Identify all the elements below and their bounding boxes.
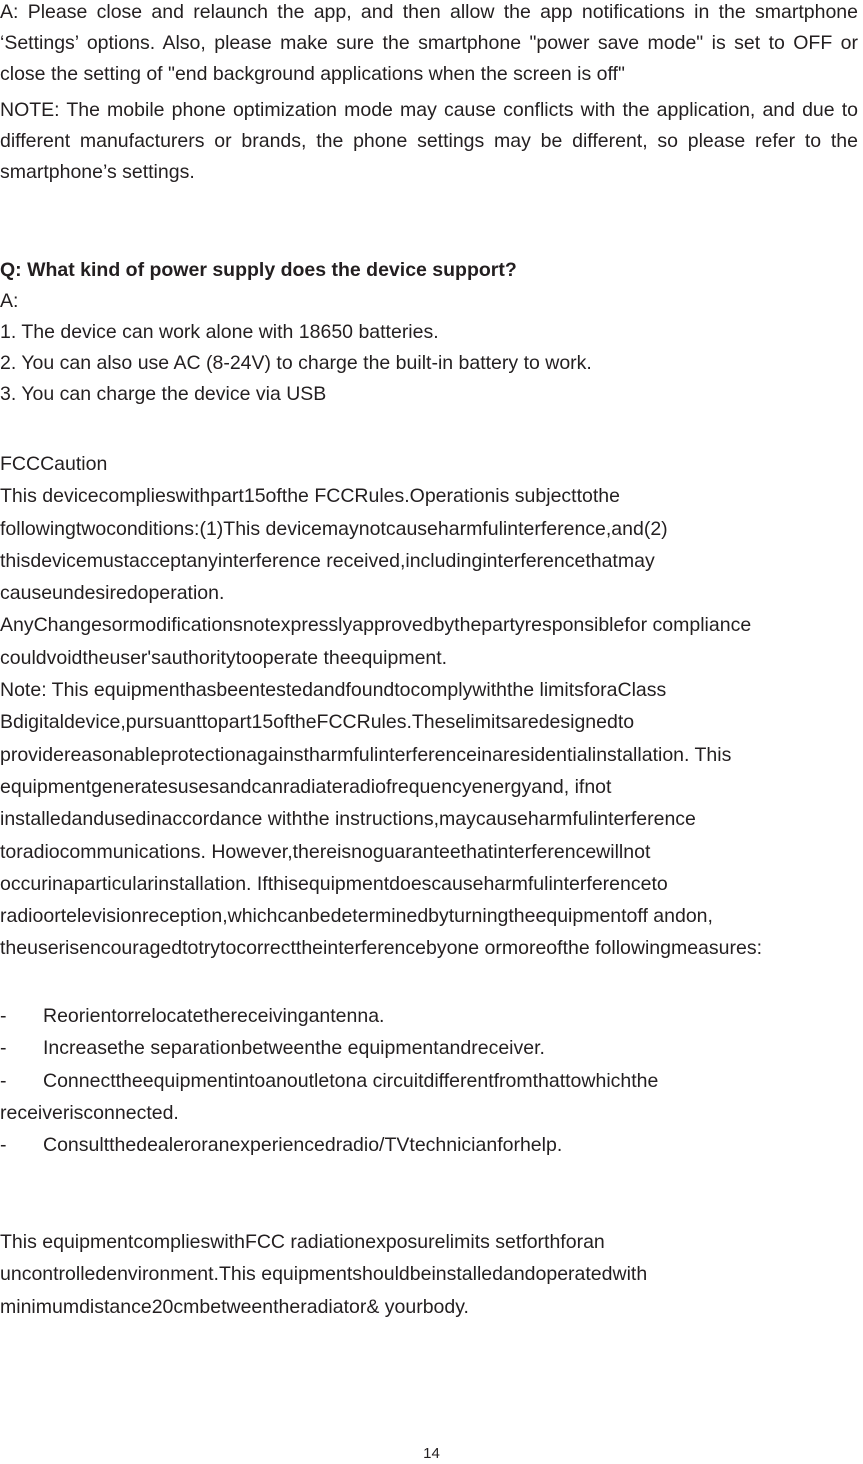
faq-answer-item: 2. You can also use AC (8-24V) to charge the built-in battery to work. bbox=[0, 352, 592, 374]
measure-item bbox=[0, 1065, 858, 1097]
fcc-text-line: installedandusedinaccordance withthe instructions,maycauseharmfulinterference bbox=[0, 808, 696, 831]
list-dash: - bbox=[0, 1037, 7, 1060]
measure-text: Increasethe separationbetweenthe equipmentandreceiver. bbox=[43, 1037, 545, 1060]
measure-continuation: receiverisconnected. bbox=[0, 1101, 179, 1124]
list-dash: - bbox=[0, 1134, 7, 1157]
power-supply-faq bbox=[0, 255, 858, 410]
faq-question: Q: What kind of power supply does the device support? bbox=[0, 259, 517, 281]
exposure-line: minimumdistance20cmbetweentheradiator& yourbody. bbox=[0, 1295, 469, 1318]
page-number: 14 bbox=[423, 1445, 440, 1462]
fcc-text-line: This devicecomplieswithpart15ofthe FCCRules.Operationis subjecttothe bbox=[0, 485, 620, 508]
fcc-text-line: Note: This equipmenthasbeentestedandfoundtocomplywiththe limitsforaClass bbox=[0, 679, 667, 702]
fcc-text-line: theuserisencouragedtotrytocorrecttheinterferencebyone ormoreofthe followingmeasures: bbox=[0, 937, 763, 960]
fcc-text-line: radioortelevisionreception,whichcanbedeterminedbyturningtheequipmentoff andon, bbox=[0, 905, 713, 928]
exposure-line: This equipmentcomplieswithFCC radiationexposurelimits setforthforan bbox=[0, 1231, 605, 1253]
fcc-text-line: occurinaparticularinstallation. Ifthisequipmentdoescauseharmfulinterferenceto bbox=[0, 872, 668, 895]
app-notification-answer: A: Please close and relaunch the app, and then allow the app notifications in the smartphone ‘Settings’ options. Also, please make sure the smartphone "power save mode" is set to OFF or close the setting of "end background applications when the screen is off" bbox=[0, 1, 858, 85]
measure-item bbox=[0, 1129, 858, 1161]
exposure-line: uncontrolledenvironment.This equipmentshouldbeinstalledandoperatedwith bbox=[0, 1263, 648, 1286]
fcc-text-line: couldvoidtheuser'sauthoritytooperate theequipment. bbox=[0, 646, 448, 669]
faq-answer-item: 1. The device can work alone with 18650 batteries. bbox=[0, 321, 439, 343]
fcc-heading: FCCCaution bbox=[0, 453, 108, 475]
measure-item bbox=[0, 1000, 858, 1032]
fcc-text-line: AnyChangesormodificationsnotexpresslyapprovedbythepartyresponsiblefor compliance bbox=[0, 614, 752, 637]
list-dash: - bbox=[0, 1069, 7, 1092]
measure-item bbox=[0, 1032, 858, 1064]
fcc-text-line: providereasonableprotectionagainstharmfulinterferenceinaresidentialinstallation. This bbox=[0, 743, 732, 766]
optimization-note: NOTE: The mobile phone optimization mode may cause conflicts with the application, and due to different manufacturers or brands, the phone settings may be different, so please refer to the smartphone’s settings. bbox=[0, 99, 858, 183]
fcc-text-line: equipmentgeneratesusesandcanradiateradiofrequencyenergyand, ifnot bbox=[0, 775, 612, 798]
measure-text: Connecttheequipmentintoanoutletona circuitdifferentfromthattowhichthe bbox=[43, 1069, 659, 1092]
faq-answer-item: 3. You can charge the device via USB bbox=[0, 383, 327, 405]
fcc-text-line: followingtwoconditions:(1)This devicemaynotcauseharmfulinterference,and(2) bbox=[0, 517, 668, 540]
fcc-measures-list bbox=[0, 1000, 858, 1161]
fcc-caution-section bbox=[0, 448, 858, 965]
measure-text: Reorientorrelocatethereceivingantenna. bbox=[43, 1005, 385, 1027]
list-dash: - bbox=[0, 1005, 7, 1027]
fcc-text-line: toradiocommunications. However,thereisnoguaranteethatinterferencewillnot bbox=[0, 840, 651, 863]
fcc-text-line: Bdigitaldevice,pursuanttopart15oftheFCCRules.Theselimitsaredesignedto bbox=[0, 711, 635, 734]
faq-answer-label: A: bbox=[0, 290, 19, 312]
measure-text: Consultthedealeroranexperiencedradio/TVtechnicianforhelp. bbox=[43, 1134, 563, 1157]
fcc-text-line: thisdevicemustacceptanyinterference received,includinginterferencethatmay bbox=[0, 549, 655, 572]
fcc-text-line: causeundesiredoperation. bbox=[0, 582, 225, 605]
rf-exposure-statement bbox=[0, 1226, 858, 1323]
